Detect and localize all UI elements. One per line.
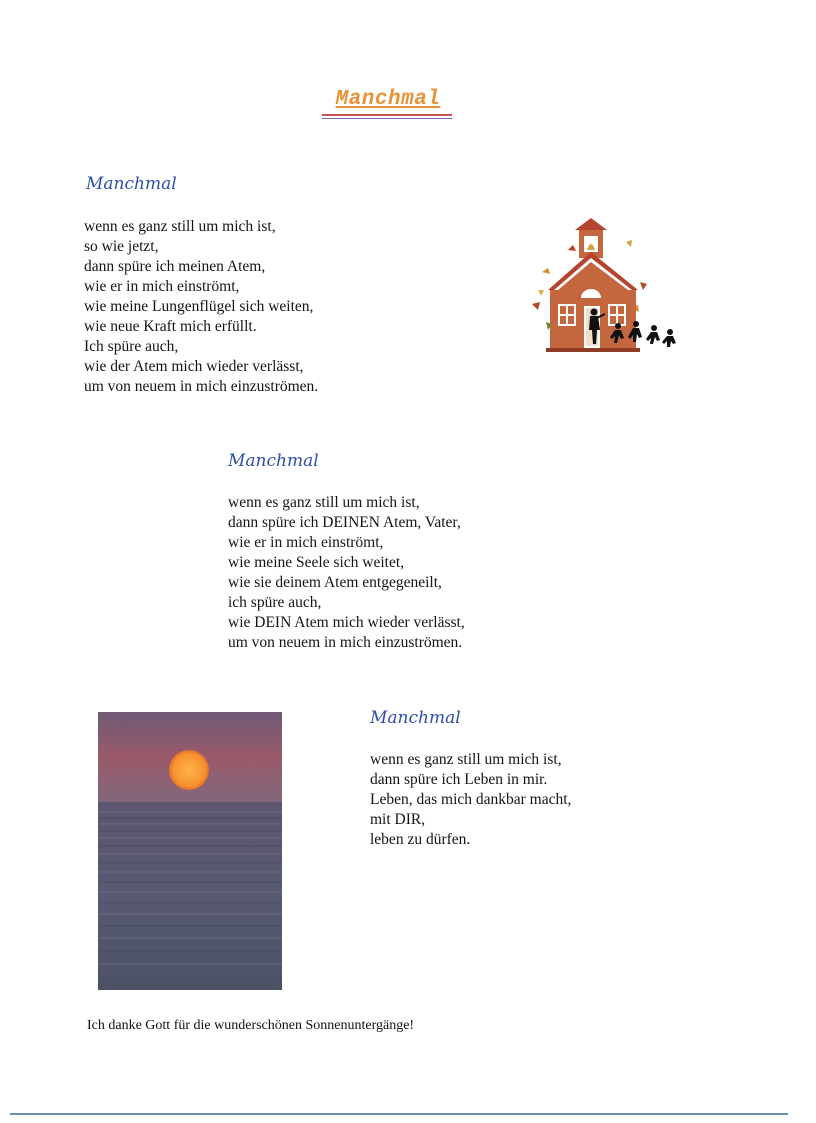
title-underline-rules [322,114,452,121]
page-title: Manchmal [335,88,441,111]
title-rule-blue [322,118,452,120]
poem-line: wie er in mich einströmt, [228,534,384,551]
poem-line: wie meine Seele sich weitet, [228,554,405,571]
schoolhouse-clipart [528,212,680,354]
poem-line: mit DIR, [370,811,426,828]
poem-line: Ich spüre auch, [84,338,179,355]
poem-line: leben zu dürfen. [370,831,471,848]
poem-line: wie er in mich einströmt, [84,278,240,295]
poem-line: wie DEIN Atem mich wieder verlässt, [228,614,465,631]
poem-line: wie meine Lungenflügel sich weiten, [84,298,314,315]
poem-line: so wie jetzt, [84,238,159,255]
bottom-divider [10,1113,788,1115]
poem-line: wie sie deinem Atem entgegeneilt, [228,574,442,591]
footer-note: Ich danke Gott für die wunderschönen Sonnenuntergänge! [87,1018,415,1033]
poem-line: ich spüre auch, [228,594,322,611]
stanza-1-lines [84,217,318,397]
poem-line: dann spüre ich DEINEN Atem, Vater, [228,514,461,531]
poem-line: wie neue Kraft mich erfüllt. [84,318,257,335]
stanza-3-lines [370,750,571,850]
poem-line: dann spüre ich meinen Atem, [84,258,266,275]
poem-line: wenn es ganz still um mich ist, [84,218,276,235]
poem-line: um von neuem in mich einzuströmen. [228,634,463,651]
sunset-over-sea-photo [98,712,282,990]
poem-line: um von neuem in mich einzuströmen. [84,378,319,395]
stanza-3-heading: Manchmal [370,708,461,728]
poem-line: wenn es ganz still um mich ist, [370,751,562,768]
poem-line: wenn es ganz still um mich ist, [228,494,420,511]
poem-line: Leben, das mich dankbar macht, [370,791,572,808]
poem-line: wie der Atem mich wieder verlässt, [84,358,304,375]
poem-line: dann spüre ich Leben in mir. [370,771,548,788]
stanza-1-heading: Manchmal [86,174,177,194]
stanza-2-lines [228,493,465,653]
title-rule-red [322,114,452,116]
stanza-2-heading: Manchmal [228,451,319,471]
